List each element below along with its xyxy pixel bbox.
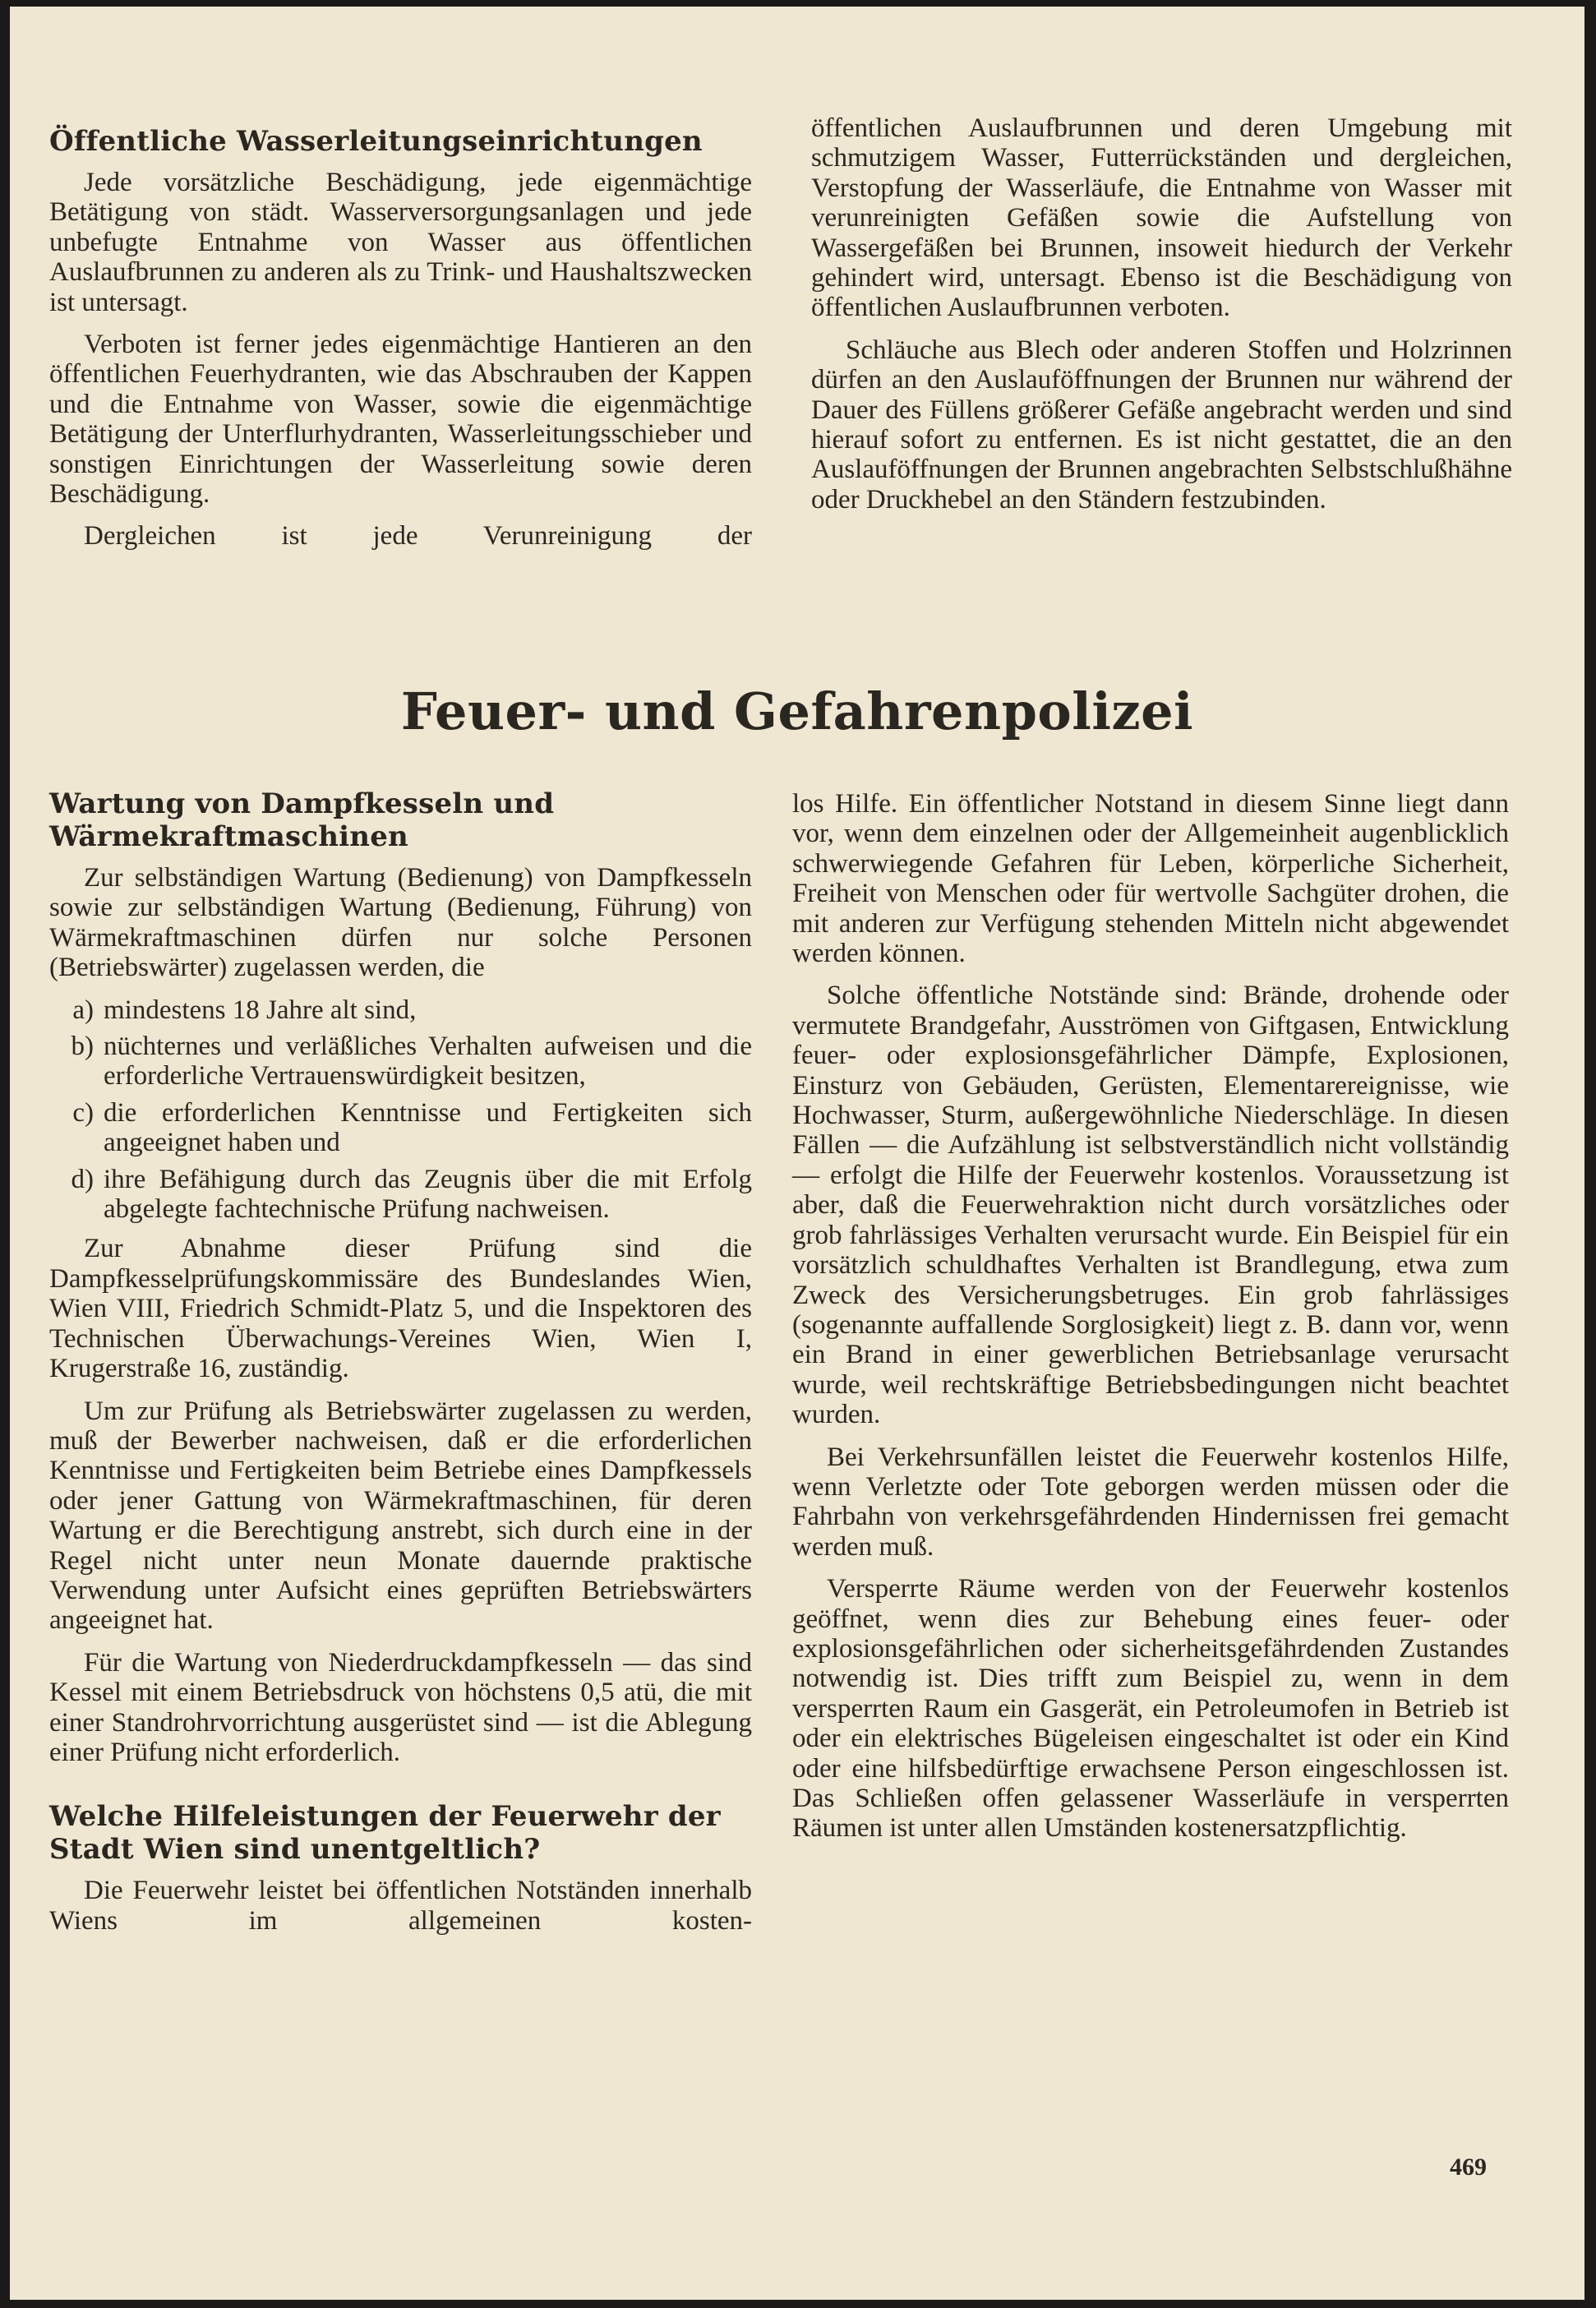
paragraph: Schläuche aus Blech oder anderen Stoffen und Holzrinnen dürfen an den Auslauföffnungen der Brunnen nur während der Dauer des Füllens größerer Gefäße angebracht werden und sind hierauf sofort zu entfernen. Es ist nicht gestattet, die an den Auslauföffnungen der Brunnen angebrachten Selbstschlußhähne oder Druckhebel an den Ständern festzubinden. <box>811 335 1512 515</box>
paragraph: Bei Verkehrsunfällen leistet die Feuerwehr kostenlos Hilfe, wenn Verletzte oder Tote geborgen werden müssen oder die Fahrbahn von verkehrsgefährdenden Hindernissen frei gemacht werden muß. <box>792 1442 1509 1562</box>
list-text: mindestens 18 Jahre alt sind, <box>104 995 417 1025</box>
list-item <box>49 1032 752 1092</box>
paragraph-continuation: öffentlichen Auslaufbrunnen und deren Umgebung mit schmutzigem Wasser, Futterrückständen und dergleichen, Verstopfung der Wasserläufe, die Entnahme von Wasser mit verunreinigten Gefäßen sowie die Aufstellung von Wassergefäßen bei Brunnen, insoweit hiedurch der Verkehr gehindert wird, untersagt. Ebenso ist die Beschädigung von öffentlichen Auslaufbrunnen verboten. <box>811 113 1512 323</box>
paragraph: Für die Wartung von Niederdruckdampfkesseln — das sind Kessel mit einem Betriebsdruck von höchstens 0,5 atü, die mit einer Standrohrvorrichtung ausgerüstet sind — ist die Ablegung einer Prüfung nicht erforderlich. <box>49 1647 752 1767</box>
list-item <box>49 1098 752 1158</box>
requirements-list <box>49 995 752 1225</box>
paragraph: Solche öffentliche Notstände sind: Brände, drohende oder vermutete Brandgefahr, Ausströmen von Giftgasen, Entwicklung feuer- oder explosionsgefährlicher Dämpfe, Explosionen, Einsturz von Gebäuden, Gerüsten, Elementarereignisse, wie Hochwasser, Sturm, außergewöhnliche Niederschläge. In diesen Fällen — die Aufzählung ist selbstverständlich nicht vollständig — erfolgt die Hilfe der Feuerwehr kostenlos. Voraussetzung ist aber, daß die Feuerwehraktion nicht durch vorsätzliches oder grob fahrlässiges Verhalten verursacht wurde. Ein Beispiel für ein vorsätzlich schuldhaftes Verhalten ist Brandlegung, etwa zum Zweck des Versicherungsbetruges. Ein grob fahrlässiges (sogenannte auffallende Sorglosigkeit) liegt z. B. dann vor, wenn ein Brand in einer gewerblichen Betriebsanlage verursacht wurde, weil rechtskräftige Betriebsbedingungen nicht beachtet wurden. <box>792 981 1509 1430</box>
paragraph: Verboten ist ferner jedes eigenmächtige Hantieren an den öffentlichen Feuerhydranten, wie das Abschrauben der Kappen und die Entnahme von Wasser, sowie die eigenmächtige Betätigung der Unterflurhydranten, Wasserleitungsschieber und sonstigen Einrichtungen der Wasserleitung sowie deren Beschädigung. <box>49 330 752 510</box>
list-text: ihre Befähigung durch das Zeugnis über die mit Erfolg abgelegte fachtechnische Prüfung nachweisen. <box>104 1164 752 1225</box>
list-marker: a) <box>72 995 94 1025</box>
list-text: die erforderlichen Kenntnisse und Fertigkeiten sich angeeignet haben und <box>104 1097 752 1158</box>
list-marker: c) <box>72 1097 94 1128</box>
water-column-right <box>811 113 1512 527</box>
paragraph: Um zur Prüfung als Betriebswärter zugelassen zu werden, muß der Bewerber nachweisen, daß er die erforderlichen Kenntnisse und Fertigkeiten beim Betriebe eines Dampfkessels oder jener Gattung von Wärmekraftmaschinen, für deren Wartung er die Berechtigung anstrebt, sich durch eine in der Regel nicht unter neun Monate dauernde praktische Verwendung unter Aufsicht eines geprüften Betriebswärters angeeignet hat. <box>49 1396 752 1636</box>
list-marker: b) <box>71 1032 94 1062</box>
page-number: 469 <box>1450 2153 1487 2181</box>
boiler-heading: Wartung von Dampfkesseln und Wärmekraftmaschinen <box>49 787 555 853</box>
paragraph: Jede vorsätzliche Beschädigung, jede eigenmächtige Betätigung von städt. Wasserversorgungsanlagen und jede unbefugte Entnahme von Wasser aus öffentlichen Auslaufbrunnen zu anderen als zu Trink- und Haushaltszwecken ist untersagt. <box>49 168 752 317</box>
fire-brigade-heading: Welche Hilfeleistungen der Feuerwehr der Stadt Wien sind unentgeltlich? <box>49 1800 721 1867</box>
paragraph: Dergleichen ist jede Verunreinigung der <box>84 521 752 552</box>
paragraph-continuation: los Hilfe. Ein öffentlicher Notstand in diesem Sinne liegt dann vor, wenn dem einzelnen oder der Allgemeinheit augenblicklich schwerwiegende Gefahren für Leben, körperliche Sicherheit, Freiheit von Menschen oder für wertvolle Sachgüter drohen, die mit anderen zur Verfügung stehenden Mitteln nicht abgewendet werden können. <box>792 789 1509 969</box>
fire-column-left <box>49 787 752 1948</box>
list-text: nüchternes und verläßliches Verhalten aufweisen und die erforderliche Vertrauenswürdigkeit besitzen, <box>104 1032 752 1092</box>
list-item <box>49 995 752 1025</box>
water-column-left <box>49 125 752 564</box>
water-heading: Öffentliche Wasserleitungseinrichtungen <box>49 125 703 158</box>
paragraph: Zur selbständigen Wartung (Bedienung) von Dampfkesseln sowie zur selbständigen Wartung (Bedienung, Führung) von Wärmekraftmaschinen dürfen nur solche Personen (Betriebswärter) zugelassen werden, die <box>49 863 752 983</box>
paragraph: Versperrte Räume werden von der Feuerwehr kostenlos geöffnet, wenn dies zur Behebung eines feuer- oder explosionsgefährlichen oder sicherheitsgefährdenden Zustandes notwendig ist. Dies trifft zum Beispiel zu, wenn in dem versperrten Raum ein Gasgerät, ein Petroleumofen in Betrieb ist oder ein elektrisches Bügeleisen eingeschaltet ist oder ein Kind oder eine hilfsbedürftige erwachsene Person eingeschlossen ist. Das Schließen offen gelassener Wasserläufe in versperrten Räumen ist unter allen Umständen kostenersatzpflichtig. <box>792 1574 1509 1844</box>
paragraph: Zur Abnahme dieser Prüfung sind die Dampfkesselprüfungskommissäre des Bundeslandes Wien, Wien VIII, Friedrich Schmidt-Platz 5, und die Inspektoren des Technischen Überwachungs-Vereines Wien, Wien I, Krugerstraße 16, zuständig. <box>49 1234 752 1384</box>
page <box>10 7 1584 2300</box>
paragraph: Die Feuerwehr leistet bei öffentlichen Notständen innerhalb Wiens im allgemeinen kosten- <box>49 1876 752 1936</box>
list-marker: d) <box>71 1164 94 1194</box>
fire-column-right <box>792 789 1509 1856</box>
section-title: Feuer- und Gefahrenpolizei <box>400 681 1194 741</box>
list-item <box>49 1165 752 1225</box>
